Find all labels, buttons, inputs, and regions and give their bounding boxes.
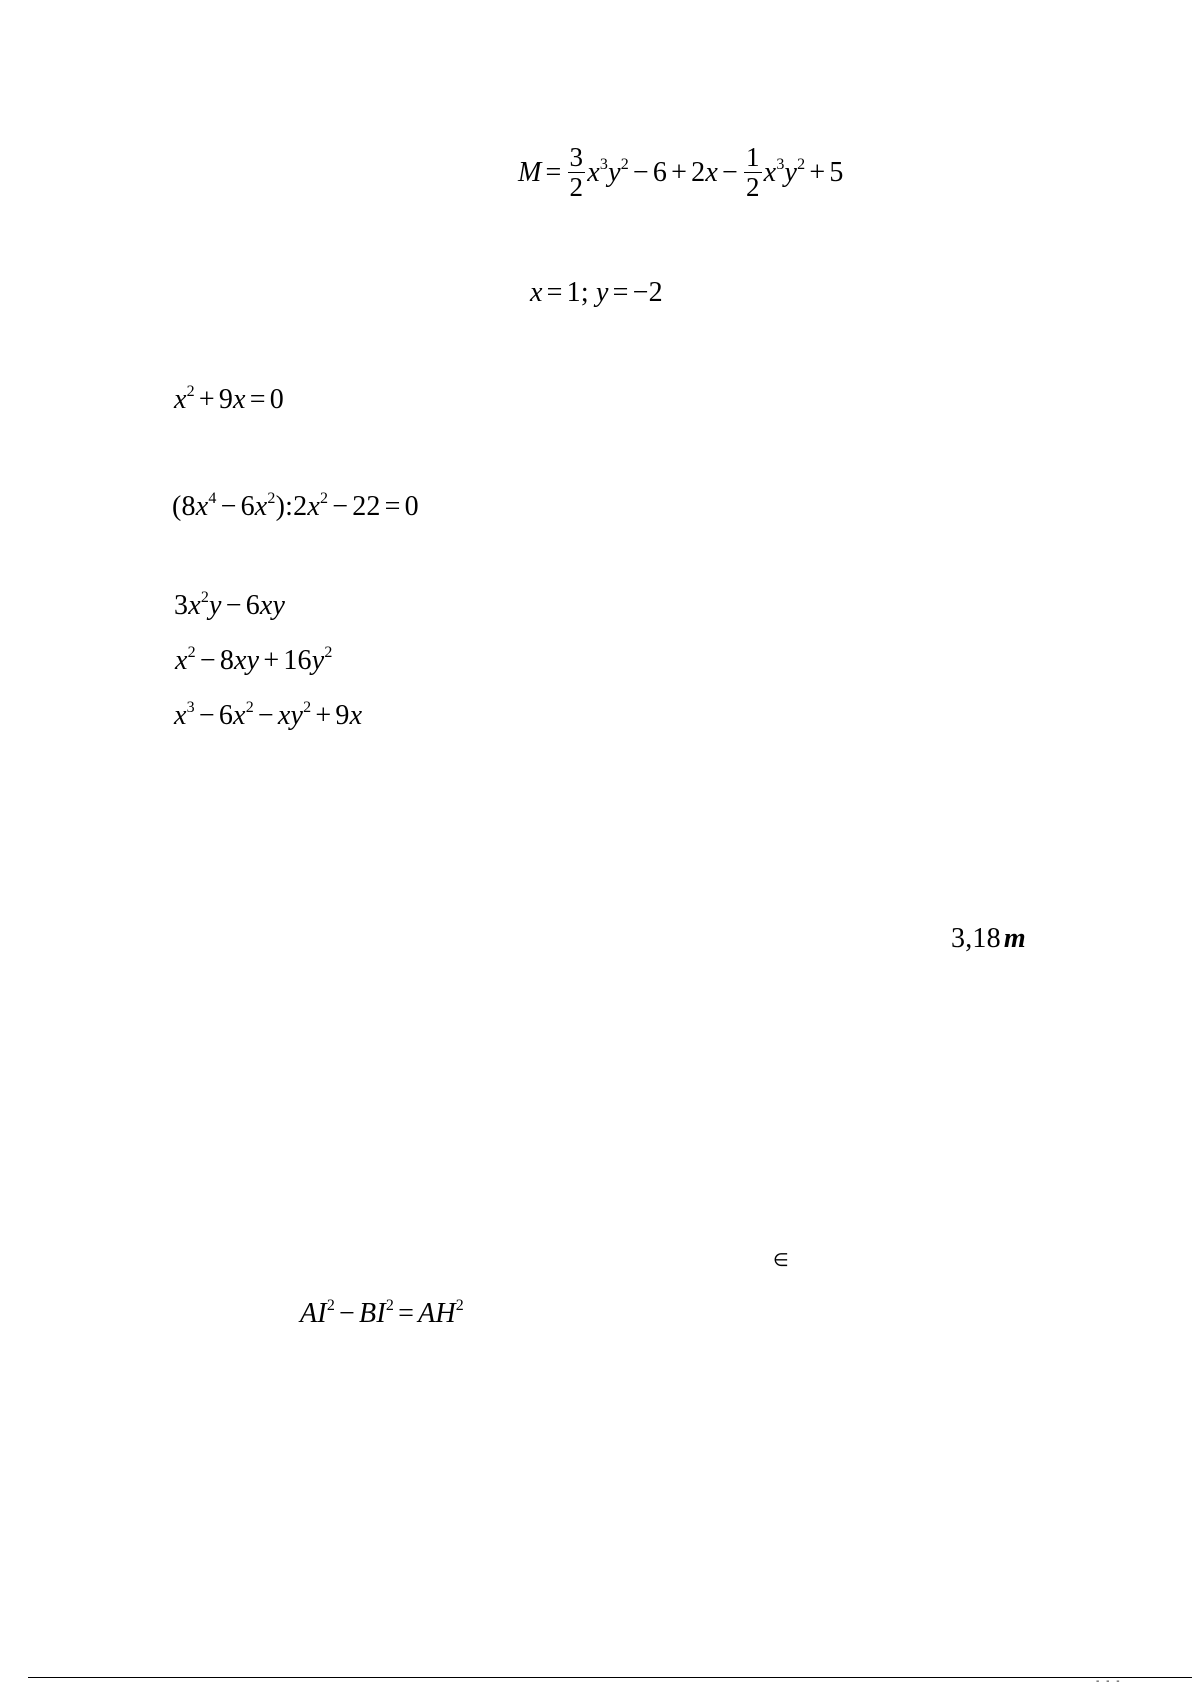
- coefficient: 8: [219, 645, 235, 676]
- plus-sign: +: [809, 156, 826, 188]
- var-x: x: [174, 700, 187, 731]
- expression-m-definition: [518, 142, 844, 203]
- fraction-one-half: [744, 144, 762, 201]
- open-paren-coefficient: (8: [172, 491, 196, 522]
- coefficient: 6: [245, 590, 260, 621]
- rhs-value: 0: [269, 384, 284, 415]
- close-paren-divide: ):: [275, 491, 294, 522]
- exponent: 3: [776, 155, 785, 173]
- coefficient: 16: [283, 645, 312, 676]
- minus-sign: −: [339, 1298, 356, 1329]
- rhs-value: 0: [404, 491, 419, 522]
- var-x: x: [763, 156, 777, 188]
- constant: 6: [652, 156, 668, 188]
- element-of-symbol: ∈: [773, 1250, 789, 1271]
- factor-expression-3: [174, 700, 362, 730]
- minus-sign: −: [632, 156, 649, 188]
- coefficient: 9: [218, 384, 234, 415]
- plus-sign: +: [315, 700, 332, 731]
- exponent: 2: [326, 1297, 336, 1314]
- var-y: y: [311, 645, 325, 676]
- var-y: y: [608, 156, 621, 188]
- expression-values: [530, 279, 663, 307]
- exponent: 2: [455, 1297, 464, 1314]
- coefficient: 9: [335, 700, 350, 731]
- var-x: x: [587, 156, 600, 188]
- coefficient: 3: [174, 590, 189, 621]
- exponent: 2: [620, 155, 629, 173]
- exponent: 2: [245, 699, 254, 716]
- footer-divider: [28, 1677, 1192, 1678]
- y-value: −2: [632, 277, 663, 308]
- x-value: 1;: [566, 277, 589, 308]
- var-xy: xy: [259, 590, 286, 621]
- equals-sign: =: [384, 491, 401, 522]
- equation-2: [172, 491, 419, 521]
- coefficient: 6: [240, 491, 255, 522]
- plus-sign: +: [198, 384, 215, 415]
- fraction-numerator: 1: [745, 142, 760, 172]
- equals-sign: =: [398, 1298, 415, 1329]
- var-x: x: [705, 156, 718, 188]
- fraction-numerator: 3: [569, 142, 584, 172]
- measure-unit: m: [1003, 923, 1026, 954]
- plus-sign: +: [671, 156, 688, 188]
- equation-1: [174, 384, 284, 414]
- segment-bi: BI: [359, 1298, 386, 1329]
- segment-ai: AI: [300, 1298, 327, 1329]
- factor-expression-1: [174, 590, 285, 620]
- measure-number: 3,18: [951, 923, 1001, 954]
- equals-sign: =: [249, 384, 266, 415]
- fraction-denominator: 2: [745, 172, 760, 202]
- exponent: 2: [797, 155, 806, 173]
- plus-sign: +: [263, 645, 280, 676]
- exponent: 3: [186, 699, 195, 716]
- var-x: x: [188, 590, 201, 621]
- equals-sign: =: [612, 277, 629, 308]
- exponent: 2: [324, 644, 333, 661]
- exponent: 4: [208, 490, 217, 507]
- var-x: x: [349, 700, 363, 731]
- equals-sign: =: [545, 156, 562, 188]
- exponent: 2: [385, 1297, 395, 1314]
- fraction-three-halves: [568, 144, 586, 201]
- minus-sign: −: [198, 700, 215, 731]
- pythagoras-equation: [300, 1298, 464, 1328]
- minus-sign: −: [721, 156, 738, 188]
- fraction-denominator: 2: [569, 172, 584, 202]
- var-xy: xy: [234, 645, 260, 676]
- minus-sign: −: [225, 590, 242, 621]
- var-x: x: [307, 491, 320, 522]
- var-x: x: [233, 384, 246, 415]
- coefficient: 2: [293, 491, 308, 522]
- measurement-value: [951, 925, 1026, 953]
- footer-corner-mark: - - -: [1096, 1676, 1122, 1687]
- exponent: 2: [267, 490, 276, 507]
- var-y: y: [596, 277, 609, 308]
- factor-expression-2: [175, 645, 333, 675]
- var-y: y: [209, 590, 222, 621]
- var-x: x: [233, 700, 246, 731]
- minus-sign: −: [220, 491, 237, 522]
- segment-ah: AH: [418, 1298, 456, 1329]
- constant: 5: [829, 156, 844, 188]
- constant: 22: [352, 491, 381, 522]
- var-x: x: [175, 645, 188, 676]
- var-xy: xy: [277, 700, 304, 731]
- coefficient: 2: [691, 156, 706, 188]
- exponent: 2: [186, 383, 195, 400]
- var-x: x: [530, 277, 543, 308]
- m-symbol: M: [518, 156, 542, 188]
- exponent: 2: [303, 699, 312, 716]
- var-x: x: [195, 491, 209, 522]
- minus-sign: −: [199, 645, 216, 676]
- coefficient: 6: [218, 700, 234, 731]
- var-y: y: [784, 156, 798, 188]
- exponent: 2: [200, 589, 210, 606]
- minus-sign: −: [332, 491, 349, 522]
- exponent: 3: [599, 155, 609, 173]
- var-x: x: [254, 491, 268, 522]
- var-x: x: [174, 384, 187, 415]
- equals-sign: =: [546, 277, 563, 308]
- exponent: 2: [319, 490, 329, 507]
- minus-sign: −: [257, 700, 274, 731]
- exponent: 2: [187, 644, 196, 661]
